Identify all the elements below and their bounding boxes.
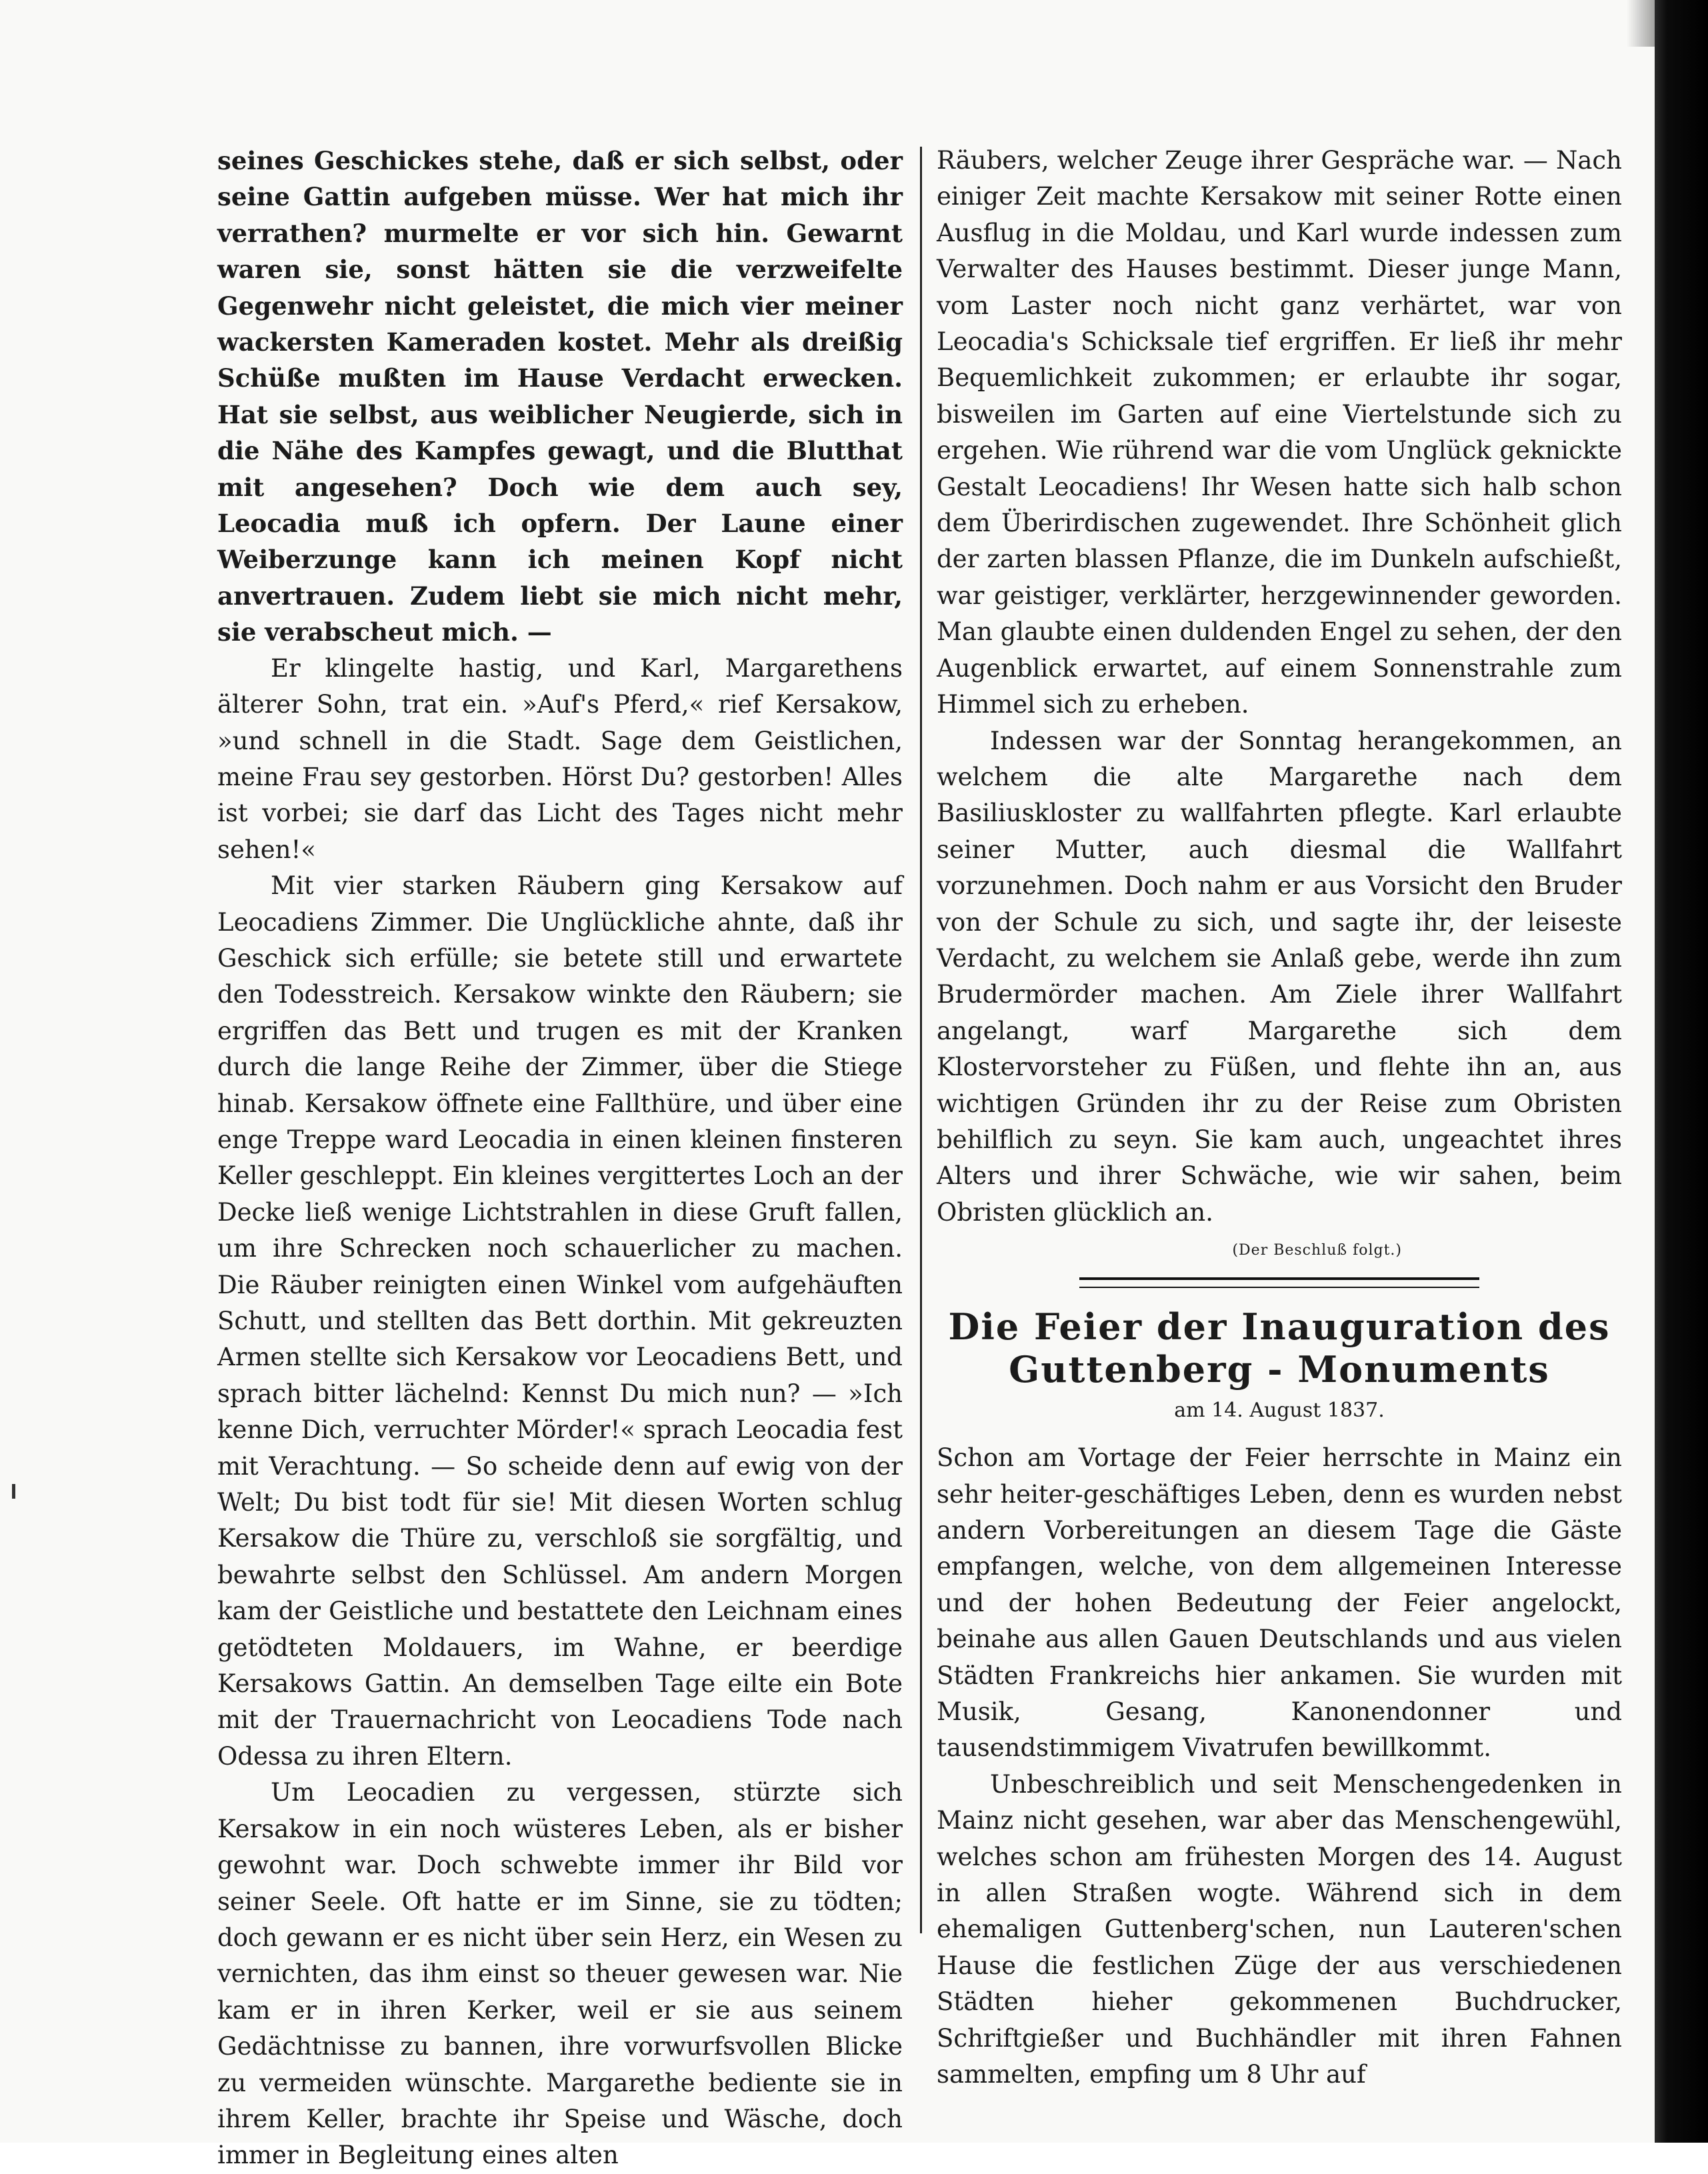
section-rule	[1079, 1277, 1479, 1288]
section-paragraph-2: Unbeschreiblich und seit Menschengedenken in Mainz nicht gesehen, war aber das Menschengewühl, welches schon am frühesten Morgen des 14. August in allen Straßen wogte. Während sich in dem ehemaligen Guttenberg'schen, nun Lauteren'schen Hause die festlichen Züge der aus verschiedenen Städten hieher gekommenen Buchdrucker, Schriftgießer und Buchhändler mit ihren Fahnen sammelten, empfing um 8 Uhr auf	[937, 1769, 1622, 2089]
right-paragraph-2: Indessen war der Sonntag herangekommen, an welchem die alte Margarethe nach dem Basiliuskloster zu wallfahrten pflegte. Karl erlaubte seiner Mutter, auch diesmal die Wallfahrt vorzunehmen. Doch nahm er aus Vorsicht den Bruder von der Schule zu sich, und sagte ihr, der leiseste Verdacht, zu welchem sie Anlaß gebe, werde ihn zum Brudermörder machen. Am Ziele ihrer Wallfahrt angelangt, warf Margarethe sich dem Klostervorsteher zu Füßen, und flehte ihn an, aus wichtigen Gründen ihr zu der Reise zum Obristen behilflich zu seyn. Sie kam auch, ungeachtet ihres Alters und ihrer Schwäche, wie wir sahen, beim Obristen glücklich an.	[937, 726, 1622, 1227]
page-edge-shadow	[1627, 0, 1655, 47]
left-column	[217, 143, 903, 2174]
section-paragraph-1: Schon am Vortage der Feier herrschte in Mainz ein sehr heiter-geschäftiges Leben, denn es wurden nebst andern Vorbereitungen an diesem Tage die Gäste empfangen, welche, von dem allgemeinen Interesse und der hohen Bedeutung der Feier angelockt, beinahe aus allen Gauen Deutschlands und aus vielen Städten Frankreichs hier ankamen. Sie wurden mit Musik, Gesang, Kanonendonner und tausendstimmigem Vivatrufen bewillkommt.	[937, 1443, 1622, 1763]
column-divider	[920, 147, 922, 1933]
left-paragraph-2: Er klingelte hastig, und Karl, Margarethens älterer Sohn, trat ein. »Auf's Pferd,« rief Kersakow, »und schnell in die Stadt. Sage dem Geistlichen, meine Frau sey gestorben. Hörst Du? gestorben! Alles ist vorbei; sie darf das Licht des Tages nicht mehr sehen!«	[217, 653, 903, 864]
section-title: Die Feier der Inauguration des Guttenberg - Monuments	[948, 1305, 1611, 1391]
left-paragraph-3: Mit vier starken Räubern ging Kersakow auf Leocadiens Zimmer. Die Unglückliche ahnte, daß ihr Geschick sich erfülle; sie betete still und erwartete den Todesstreich. Kersakow winkte den Räubern; sie ergriffen das Bett und trugen es mit der Kranken durch die lange Reihe der Zimmer, über die Stiege hinab. Kersakow öffnete eine Fallthüre, und über eine enge Treppe ward Leocadia in einen kleinen finsteren Keller geschleppt. Ein kleines vergittertes Loch an der Decke ließ wenige Lichtstrahlen in diese Gruft fallen, um ihre Schrecken noch schauerlicher zu machen. Die Räuber reinigten einen Winkel vom aufgehäuften Schutt, und stellten das Bett dorthin. Mit gekreuzten Armen stellte sich Kersakow vor Leocadiens Bett, und sprach bitter lächelnd: Kennst Du mich nun? — »Ich kenne Dich, verruchter Mörder!« sprach Leocadia fest mit Verachtung. — So scheide denn auf ewig von der Welt; Du bist todt für sie! Mit diesen Worten schlug Kersakow die Thüre zu, verschloß sie sorgfältig, und bewahrte selbst den Schlüssel. Am andern Morgen kam der Geistliche und bestattete den Leichnam eines getödteten Moldauers, im Wahne, er beerdige Kersakows Gattin. An demselben Tage eilte ein Bote mit der Trauernachricht von Leocadiens Tode nach Odessa zu ihren Eltern.	[217, 871, 903, 1771]
right-paragraph-1: Räubers, welcher Zeuge ihrer Gespräche war. — Nach einiger Zeit machte Kersakow mit seiner Rotte einen Ausflug in die Moldau, und Karl wurde indessen zum Verwalter des Hauses bestimmt. Dieser junge Mann, vom Laster noch nicht ganz verhärtet, war von Leocadia's Schicksale tief ergriffen. Er ließ ihr mehr Bequemlichkeit zukommen; er erlaubte ihr sogar, bisweilen im Garten auf eine Viertelstunde sich zu ergehen. Wie rührend war die vom Unglück geknickte Gestalt Leocadiens! Ihr Wesen hatte sich halb schon dem Überirdischen zugewendet. Ihre Schönheit glich der zarten blassen Pflanze, die im Dunkeln aufschießt, war geistiger, verklärter, herzgewinnender geworden. Man glaubte einen duldenden Engel zu sehen, der den Augenblick erwartet, auf einem Sonnenstrahle zum Himmel sich zu erheben.	[937, 146, 1622, 719]
left-paragraph-4: Um Leocadien zu vergessen, stürzte sich Kersakow in ein noch wüsteres Leben, als er bisher gewohnt war. Doch schwebte immer ihr Bild vor seiner Seele. Oft hatte er im Sinne, sie zu tödten; doch gewann er es nicht über sein Herz, ein Wesen zu vernichten, das ihm einst so theuer gewesen war. Nie kam er in ihren Kerker, weil er sie aus seinem Gedächtnisse zu bannen, ihre vorwurfsvollen Blicke zu vermeiden wünschte. Margarethe bediente sie in ihrem Keller, brachte ihr Speise und Wäsche, doch immer in Begleitung eines alten	[217, 1778, 903, 2170]
left-paragraph-1: seines Geschickes stehe, daß er sich selbst, oder seine Gattin aufgeben müsse. Wer hat mich ihr verrathen? murmelte er vor sich hin. Gewarnt waren sie, sonst hätten sie die verzweifelte Gegenwehr nicht geleistet, die mich vier meiner wackersten Kameraden kostet. Mehr als dreißig Schüße mußten im Hause Verdacht erwecken. Hat sie selbst, aus weiblicher Neugierde, sich in die Nähe des Kampfes gewagt, und die Blutthat mit angesehen? Doch wie dem auch sey, Leocadia muß ich opfern. Der Laune einer Weiberzunge kann ich meinen Kopf nicht anvertrauen. Zudem liebt sie mich nicht mehr, sie verabscheut mich. —	[217, 146, 903, 647]
scan-edge	[1655, 0, 1708, 2143]
margin-mark	[12, 1484, 15, 1499]
section-date: am 14. August 1837.	[1174, 1399, 1385, 1423]
right-column	[937, 143, 1622, 2093]
continued-note: (Der Beschluß folgt.)	[1232, 1242, 1402, 1259]
